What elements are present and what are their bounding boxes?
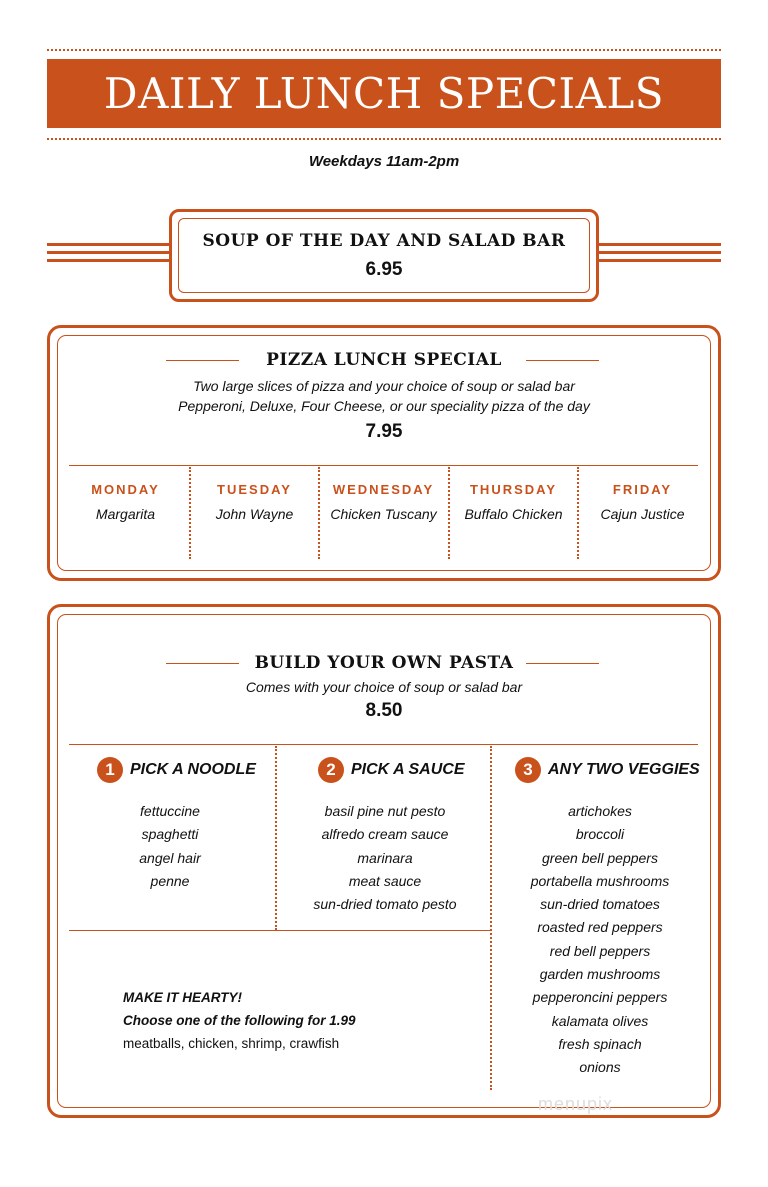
pasta-steps-divider [69,744,698,745]
step-label: ANY TWO VEGGIES [548,761,700,778]
list-item: garden mushrooms [539,966,661,983]
list-item: pepperoncini peppers [532,989,668,1006]
stripe-left-2 [47,251,172,254]
stripe-right-3 [596,259,721,262]
step-label: PICK A SAUCE [351,761,465,778]
pasta-title-text: BUILD YOUR OWN PASTA [254,653,514,673]
list-item: marinara [357,849,413,866]
day-special: John Wayne [215,506,294,522]
title-banner [47,59,721,128]
list-item: broccoli [575,826,625,843]
stripe-left-3 [47,259,172,262]
day-tuesday [190,482,319,522]
list-item: angel hair [139,849,201,866]
step-number-badge: 1 [97,757,123,783]
stripe-right-1 [596,243,721,246]
pasta-price: 8.50 [365,700,403,721]
list-item: meat sauce [348,872,422,889]
list-item: kalamata olives [551,1012,649,1029]
day-name: MONDAY [91,482,160,497]
hearty-price-line: Choose one of the following for 1.99 [123,1013,356,1028]
soup-price: 6.95 [365,258,403,280]
soup-title: SOUP OF THE DAY AND SALAD BAR [202,230,566,251]
list-item: sun-dried tomato pesto [313,896,457,913]
step-separator [275,746,277,930]
sauce-list [295,800,475,916]
hours-text: Weekdays 11am-2pm [308,153,460,170]
list-item: artichokes [568,803,632,819]
step-number-badge: 2 [318,757,344,783]
step-noodle [97,757,256,783]
noodle-list [90,800,250,893]
day-special: Buffalo Chicken [464,506,563,522]
pizza-days-divider [69,465,698,466]
list-item: fresh spinach [558,1035,642,1052]
hearty-title: MAKE IT HEARTY! [123,990,243,1005]
day-special: Chicken Tuscany [330,506,437,522]
pizza-price: 7.95 [365,421,403,442]
soup-box-inner [178,218,590,293]
day-special: Margarita [95,506,156,522]
list-item: red bell peppers [549,942,651,959]
day-monday [61,482,190,522]
pizza-desc-1: Two large slices of pizza and your choice of soup or salad bar [193,378,575,394]
list-item: roasted red peppers [537,919,663,936]
stripe-left-1 [47,243,172,246]
day-name: TUESDAY [217,482,292,497]
pasta-desc: Comes with your choice of soup or salad bar [245,679,523,695]
day-name: THURSDAY [469,482,558,497]
list-item: penne [150,872,190,889]
watermark: menupix [538,1094,614,1114]
stripe-right-2 [596,251,721,254]
page-title: DAILY LUNCH SPECIALS [103,69,665,118]
step-veggies [515,757,700,783]
pasta-title [0,653,768,673]
list-item: onions [579,1059,621,1076]
list-item: portabella mushrooms [530,872,670,889]
hearty-addon [123,986,356,1055]
hearty-divider [69,930,490,931]
list-item: green bell peppers [542,849,658,866]
step-separator [490,746,492,1090]
step-number-badge: 3 [515,757,541,783]
pizza-title-text: PIZZA LUNCH SPECIAL [266,350,502,370]
day-friday [578,482,707,522]
top-dotted-divider [47,49,721,51]
day-name: WEDNESDAY [332,482,435,497]
list-item: spaghetti [141,826,199,843]
step-sauce [318,757,465,783]
pizza-frame-inner [57,335,711,571]
pizza-desc-2: Pepperoni, Deluxe, Four Cheese, or our speciality pizza of the day [178,398,590,414]
veggie-list [505,800,695,1080]
day-wednesday [319,482,448,522]
day-name: FRIDAY [612,482,673,497]
list-item: basil pine nut pesto [324,803,446,819]
hearty-options: meatballs, chicken, shrimp, crawfish [123,1036,340,1051]
step-label: PICK A NOODLE [130,761,256,778]
list-item: sun-dried tomatoes [540,896,660,913]
day-thursday [449,482,578,522]
soup-box [169,209,599,302]
day-special: Cajun Justice [600,506,685,522]
list-item: alfredo cream sauce [321,826,449,843]
list-item: fettuccine [140,803,200,819]
bottom-dotted-divider [47,138,721,140]
pizza-title [0,350,768,370]
